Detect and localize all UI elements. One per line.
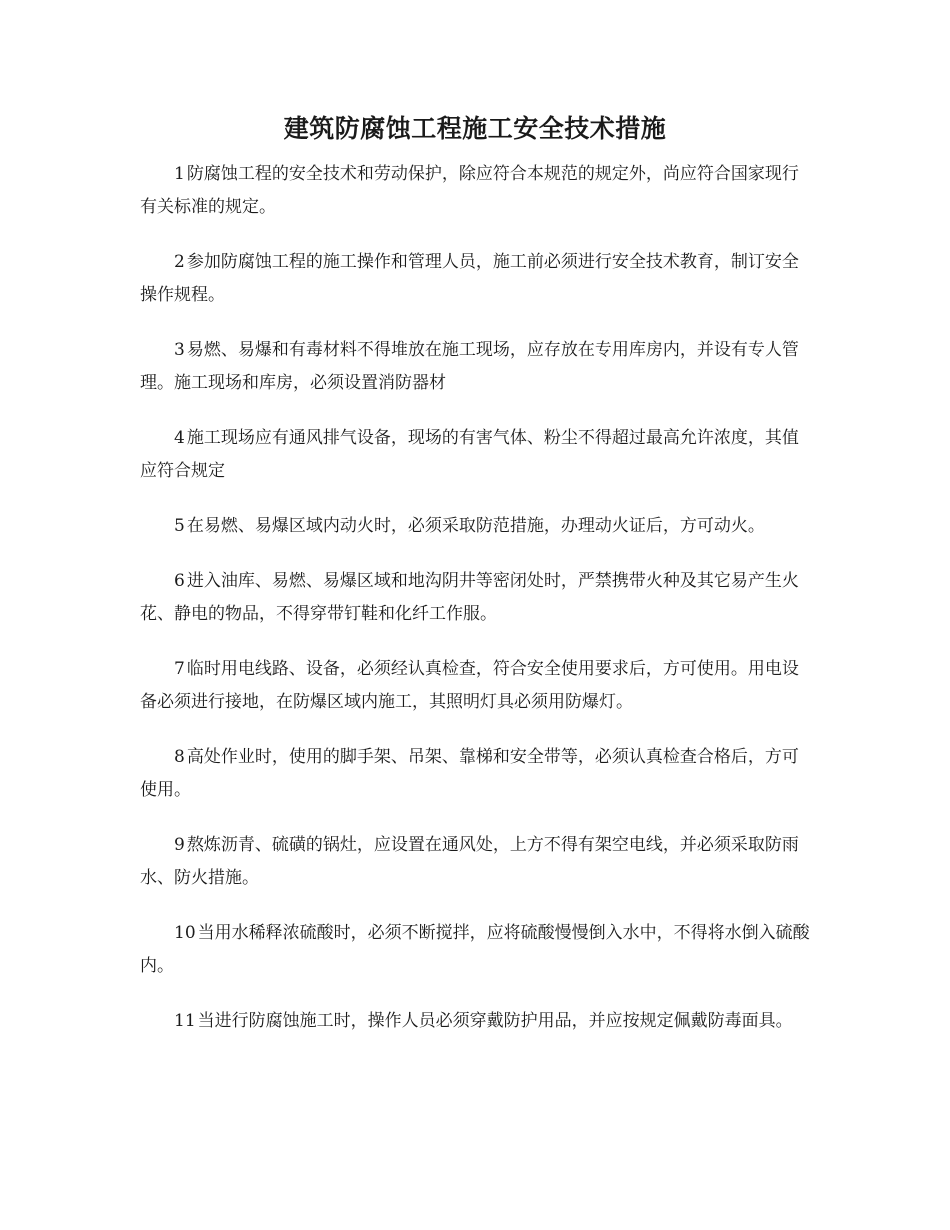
paragraph-number: 2 bbox=[174, 252, 185, 272]
paragraph-number: 1 bbox=[174, 164, 185, 184]
paragraph-number: 10 bbox=[174, 923, 196, 943]
paragraph-number: 8 bbox=[174, 747, 185, 767]
paragraph-3 bbox=[140, 334, 812, 400]
paragraph-9 bbox=[140, 829, 812, 895]
paragraph-1 bbox=[140, 158, 812, 224]
paragraph-text: 易燃、易爆和有毒材料不得堆放在施工现场，应存放在专用库房内，并设有专人管理。施工现场和库房，必须设置消防器材 bbox=[140, 340, 799, 393]
paragraph-number: 4 bbox=[174, 428, 185, 448]
document-body bbox=[140, 158, 812, 1060]
paragraph-text: 防腐蚀工程的安全技术和劳动保护，除应符合本规范的规定外，尚应符合国家现行有关标准的规定。 bbox=[140, 164, 799, 217]
paragraph-5 bbox=[140, 510, 812, 543]
paragraph-number: 11 bbox=[174, 1011, 196, 1031]
paragraph-text: 临时用电线路、设备，必须经认真检查，符合安全使用要求后，方可使用。用电设备必须进行接地，在防爆区域内施工，其照明灯具必须用防爆灯。 bbox=[140, 659, 799, 712]
paragraph-text: 施工现场应有通风排气设备，现场的有害气体、粉尘不得超过最高允许浓度，其值应符合规定 bbox=[140, 428, 799, 481]
document-title: 建筑防腐蚀工程施工安全技术措施 bbox=[283, 114, 667, 143]
paragraph-2 bbox=[140, 246, 812, 312]
paragraph-text: 熬炼沥青、硫磺的锅灶，应设置在通风处，上方不得有架空电线，并必须采取防雨水、防火措施。 bbox=[140, 835, 799, 888]
paragraph-number: 5 bbox=[174, 516, 185, 536]
paragraph-number: 7 bbox=[174, 659, 185, 679]
paragraph-8 bbox=[140, 741, 812, 807]
paragraph-number: 6 bbox=[174, 571, 185, 591]
paragraph-text: 高处作业时，使用的脚手架、吊架、靠梯和安全带等，必须认真检查合格后，方可使用。 bbox=[140, 747, 799, 800]
paragraph-text: 在易燃、易爆区域内动火时，必须采取防范措施，办理动火证后，方可动火。 bbox=[186, 516, 765, 536]
paragraph-7 bbox=[140, 653, 812, 719]
paragraph-10 bbox=[140, 917, 812, 983]
paragraph-4 bbox=[140, 422, 812, 488]
paragraph-number: 3 bbox=[174, 340, 185, 360]
paragraph-6 bbox=[140, 565, 812, 631]
paragraph-number: 9 bbox=[174, 835, 185, 855]
paragraph-text: 进入油库、易燃、易爆区域和地沟阴井等密闭处时，严禁携带火种及其它易产生火花、静电的物品，不得穿带钉鞋和化纤工作服。 bbox=[140, 571, 799, 624]
paragraph-text: 当进行防腐蚀施工时，操作人员必须穿戴防护用品，并应按规定佩戴防毒面具。 bbox=[197, 1011, 793, 1031]
paragraph-11 bbox=[140, 1005, 812, 1038]
paragraph-text: 参加防腐蚀工程的施工操作和管理人员，施工前必须进行安全技术教育，制订安全操作规程。 bbox=[140, 252, 799, 305]
paragraph-text: 当用水稀释浓硫酸时，必须不断搅拌，应将硫酸慢慢倒入水中，不得将水倒入硫酸内。 bbox=[140, 923, 810, 976]
